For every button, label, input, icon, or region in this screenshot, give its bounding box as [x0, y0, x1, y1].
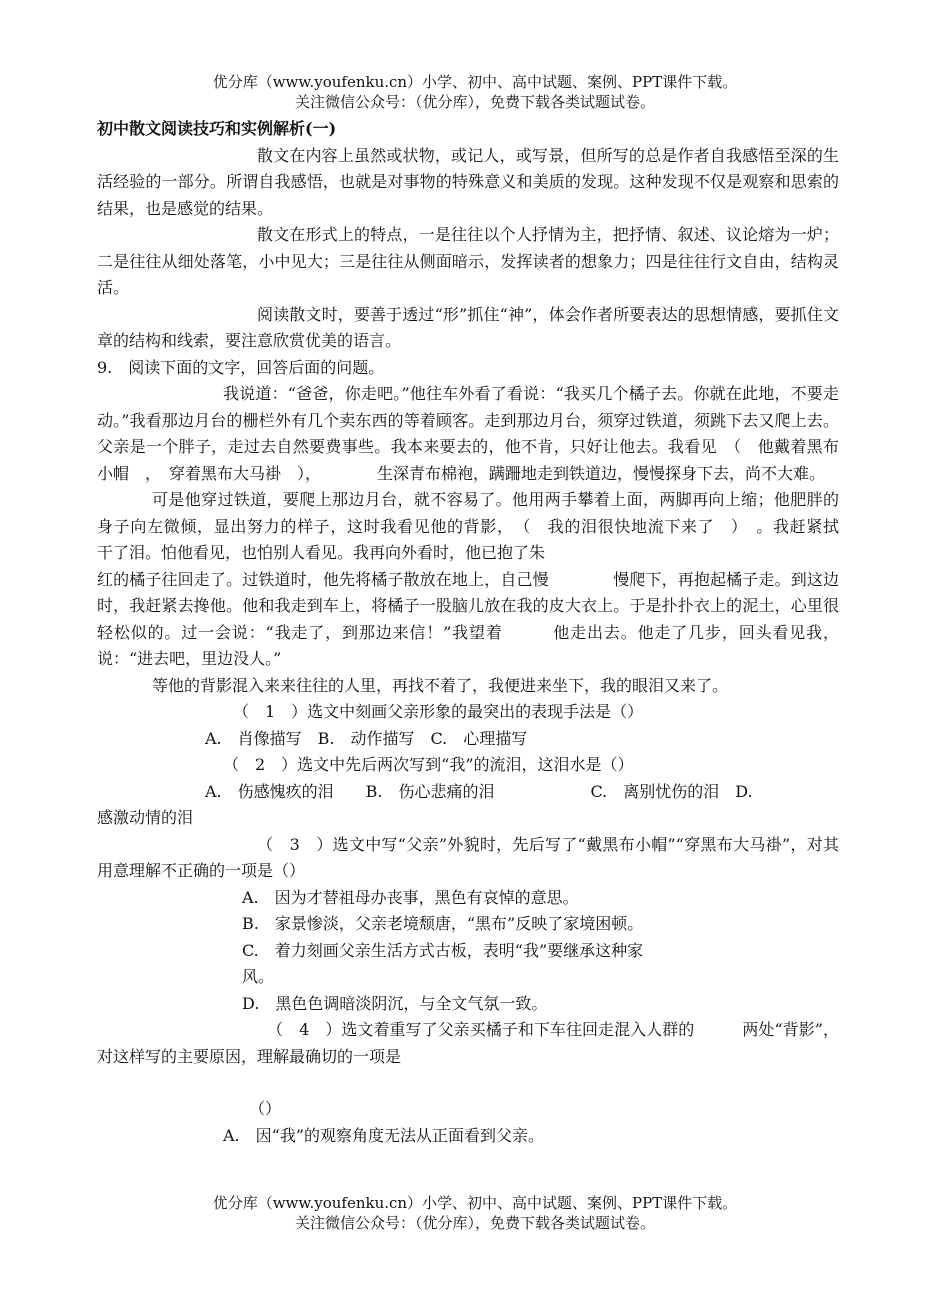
subquestion-1: （ 1 ）选文中刻画父亲形象的最突出的表现手法是（）	[233, 702, 644, 721]
intro-paragraph-2: 散文在形式上的特点，一是往往以个人抒情为主，把抒情、叙述、议论熔为一炉；二是往往从细处落笔，小中见大；三是往往从侧面暗示，发挥读者的想象力；四是往往行文自由，结构灵活。	[97, 225, 839, 297]
footer-line-1: 优分库（www.youfenku.cn）小学、初中、高中试题、案例、PPT课件下载。	[212, 1194, 738, 1212]
page-footer	[0, 1193, 950, 1233]
subquestion-2: （ 2 ）选文中先后两次写到“我”的流泪，这泪水是（）	[223, 755, 634, 774]
passage-paragraph-2: 可是他穿过铁道，要爬上那边月台，就不容易了。他用两手攀着上面，两脚再向上缩；他肥胖的身子向左微倾，显出努力的样子，这时我看见他的背影， （ 我的泪很快地流下来了 ） 。我赶紧拭 干了泪。怕他看见，也怕别人看见。我再向外看时，他已抱了朱	[97, 490, 904, 562]
footer-line-2: 关注微信公众号：（优分库），免费下载各类试题试卷。	[294, 1214, 655, 1232]
document-body	[97, 116, 904, 1149]
subquestion-4: （ 4 ）选文着重写了父亲买橘子和下车往回走混入人群的 两处“背影”，对这样写的主要原因，理解最确切的一项是	[97, 1020, 839, 1066]
subquestion-3-option-c-cont: 风。	[242, 967, 275, 986]
intro-paragraph-1: 散文在内容上虽然或状物，或记人，或写景，但所写的总是作者自我感悟至深的生活经验的一部分。所谓自我感悟，也就是对事物的特殊意义和美质的发现。这种发现不仅是观察和思索的结果，也是感觉的结果。	[97, 145, 839, 218]
passage-paragraph-2-cont: 红的橘子往回走了。过铁道时，他先将橘子散放在地上，自己慢 慢爬下，再抱起橘子走。到这边时，我赶紧去搀他。他和我走到车上，将橘子一股脑儿放在我的皮大衣上。于是扑扑衣上的泥土，心里很轻松似的。过一会说：“我走了，到那边来信！”我望着 他走出去。他走了几步，回头看见我，说：“进去吧，里边没人。”	[97, 569, 839, 668]
spacer	[97, 1070, 839, 1096]
subquestion-4-option-a: A. 因“我”的观察角度无法从正面看到父亲。	[223, 1125, 545, 1145]
header-line-2: 关注微信公众号：（优分库），免费下载各类试题试卷。	[294, 93, 655, 111]
subquestion-3-option-c: C. 着力刻画父亲生活方式古板，表明“我”要继承这种家	[242, 940, 644, 960]
header-line-1: 优分库（www.youfenku.cn）小学、初中、高中试题、案例、PPT课件下载。	[212, 73, 738, 91]
subquestion-3-option-a: A. 因为才替祖母办丧事，黑色有哀悼的意思。	[242, 887, 579, 907]
subquestion-3: （ 3 ）选文中写“父亲”外貌时，先后写了“戴黑布小帽”“穿黑布大马褂”，对其用意理解不正确的一项是（）	[97, 834, 839, 880]
subquestion-2-options: A. 伤感愧疚的泪 B. 伤心悲痛的泪 C. 离别忧伤的泪 D.	[205, 781, 753, 801]
subquestion-3-option-d: D. 黑色色调暗淡阴沉，与全文气氛一致。	[242, 993, 548, 1013]
subquestion-3-option-b: B. 家景惨淡，父亲老境颓唐，“黑布”反映了家境困顿。	[242, 914, 644, 933]
passage-paragraph-1: 我说道：“爸爸，你走吧。”他往车外看了看说：“我买几个橘子去。你就在此地，不要走动。”我看那边月台的栅栏外有几个卖东西的等着顾客。走到那边月台，须穿过铁道，须跳下去又爬上去。父亲是一个胖子，走过去自然要费事些。我本来要去的，他不肯，只好让他去。我看见 （ 他戴着黑布小帽 ， 穿着黑布大马褂 ）， 生深青布棉袍，蹒跚地走到铁道边，慢慢探身下去，尚不大难。	[97, 384, 839, 483]
subquestion-4-answer-paren: （）	[249, 1099, 282, 1118]
subquestion-2-options-cont: 感激动情的泪	[97, 808, 194, 827]
page-header	[0, 72, 950, 112]
subquestion-1-options: A. 肖像描写 B. 动作描写 C. 心理描写	[205, 728, 528, 748]
intro-paragraph-3: 阅读散文时，要善于透过“形”抓住“神”，体会作者所要表达的思想情感，要抓住文章的结构和线索，要注意欣赏优美的语言。	[97, 304, 839, 350]
question-9-prompt: 9. 阅读下面的文字，回答后面的问题。	[97, 357, 385, 377]
passage-paragraph-3: 等他的背影混入来来往往的人里，再找不着了，我便进来坐下，我的眼泪又来了。	[152, 675, 729, 695]
article-title: 初中散文阅读技巧和实例解析(一)	[97, 119, 337, 138]
